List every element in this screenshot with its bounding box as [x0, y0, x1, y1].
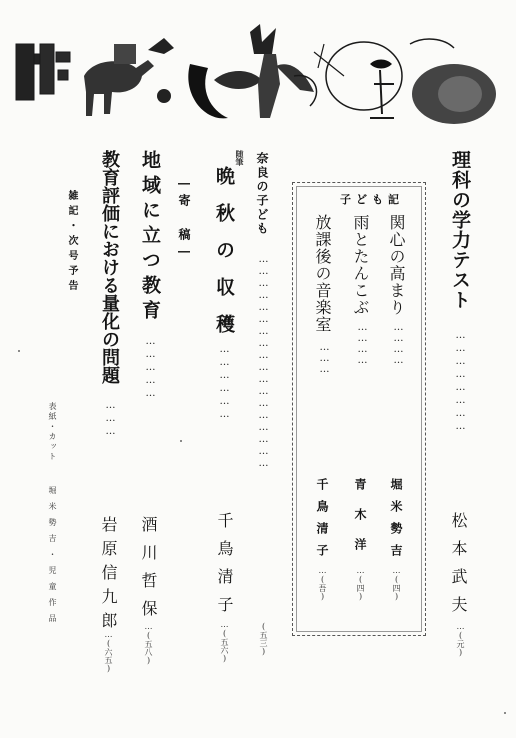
kids-item-1-leader: ………… [393, 322, 404, 366]
kids-item-3-page: …(吾) [318, 566, 327, 601]
nara-title: 奈良の子ども [255, 152, 269, 236]
misc-notes: 雑記・次号予告 [66, 190, 77, 295]
petroglyph-banner-illustration [14, 14, 502, 132]
kids-item-2-page: …(四) [356, 566, 365, 601]
essay-page: …(五六) [220, 620, 229, 663]
print-speck [18, 350, 20, 352]
kids-item-1-title: 関心の高まり [387, 214, 406, 316]
essay-title: 晩秋の収穫 [213, 166, 235, 351]
essay-tag: 随筆 [235, 150, 245, 166]
cover-credit: 表紙・カット [48, 402, 57, 462]
kids-item-2-title: 雨とたんこぶ [351, 214, 370, 316]
nara-page: (五三) [259, 622, 268, 656]
kids-item-1-page: …(四) [392, 566, 401, 601]
kids-item-2-leader: ………… [357, 322, 368, 366]
kids-item-1-author: 堀米勢吉 [389, 478, 403, 566]
kids-item-3-author: 千鳥清子 [315, 478, 329, 566]
kids-item-2-author: 青木洋 [353, 478, 367, 568]
print-speck [180, 440, 182, 442]
kids-item-3-title: 放課後の音楽室 [313, 214, 332, 333]
kyoiku-page: …(六五) [104, 630, 113, 673]
main-article-title: 理科の学力テスト [449, 150, 471, 310]
chiiki-leader: …………… [145, 336, 156, 401]
essay-author: 千鳥清子 [215, 512, 234, 624]
nara-leader: ……………………………………………… [258, 254, 269, 470]
chiiki-author: 酒川哲保 [139, 516, 158, 628]
artist-credit: 堀米勢吉・児童作品 [48, 486, 57, 630]
essay-leader: ……………… [219, 344, 230, 422]
kyoiku-leader: ……… [105, 400, 116, 439]
kyoiku-title: 教育評価における量化の問題 [99, 150, 120, 384]
print-speck [504, 712, 506, 714]
main-article-leader: …………………… [455, 330, 466, 434]
kids-item-3-leader: ……… [319, 342, 330, 375]
main-article-page: …(元) [456, 622, 465, 657]
kyoiku-author: 岩原信九郎 [99, 516, 118, 636]
kids-section-heading: 子ども記 [340, 193, 404, 206]
main-article-author: 松本武夫 [449, 512, 468, 624]
chiiki-page: …(五八) [144, 622, 153, 665]
contributions-label: ―寄 稿― [177, 176, 191, 262]
chiiki-title: 地域に立つ教育 [139, 150, 161, 325]
